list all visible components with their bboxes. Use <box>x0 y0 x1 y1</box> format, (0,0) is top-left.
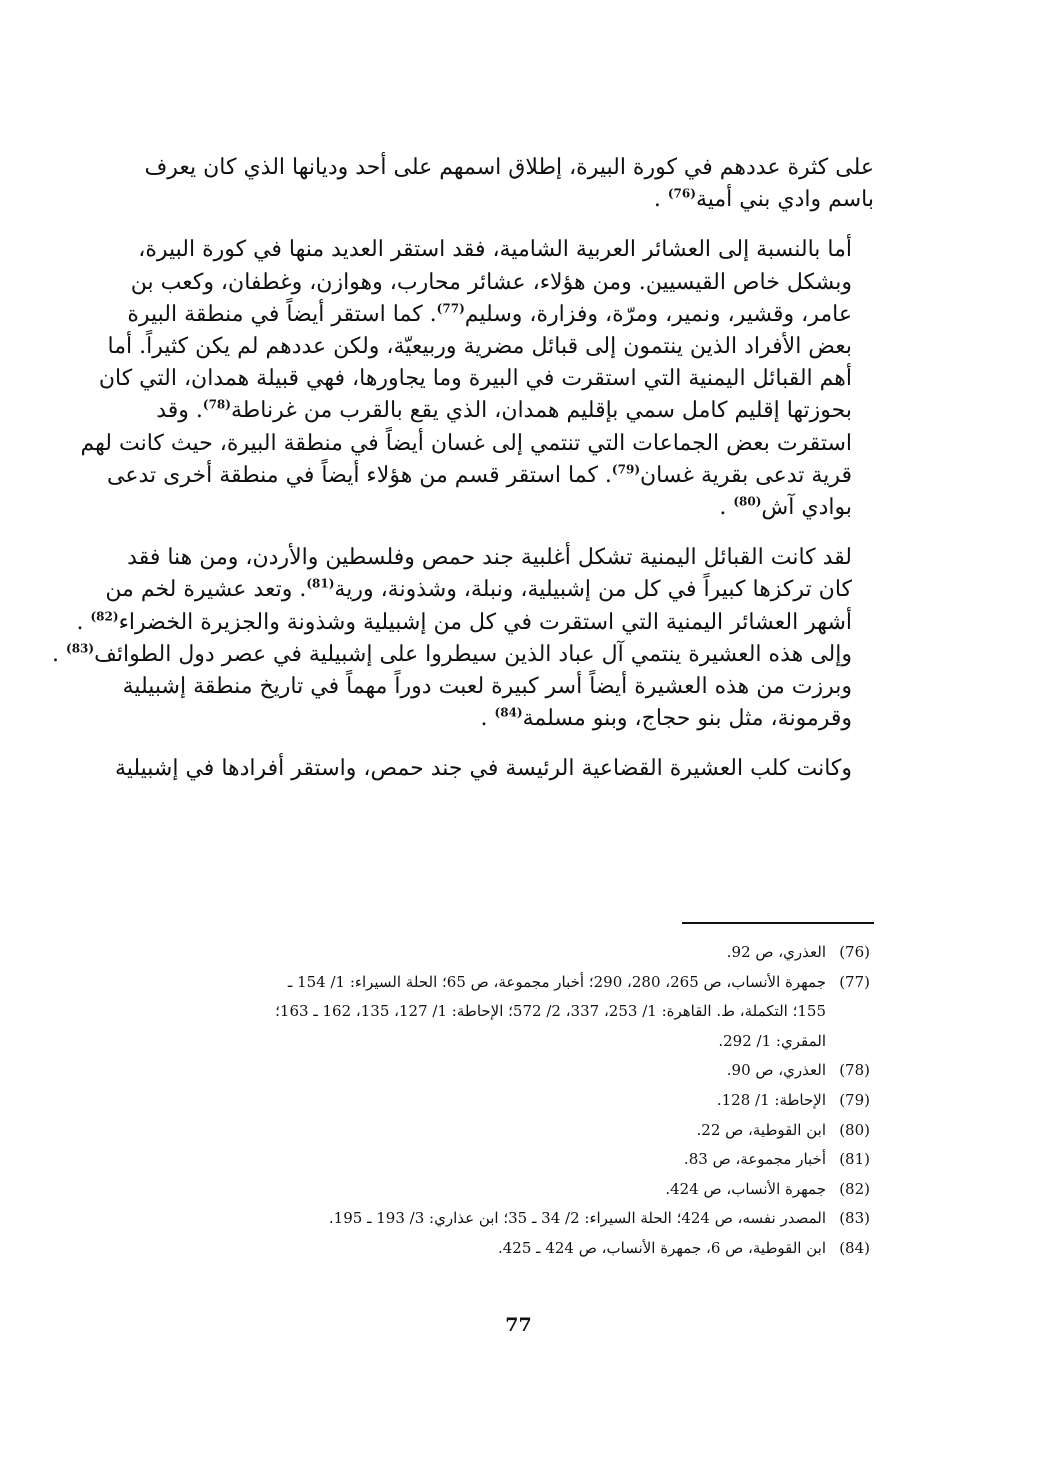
footnote-78 <box>160 1056 870 1086</box>
text-line <box>160 184 874 216</box>
text-segment: وإلى هذه العشيرة ينتمي آل عباد الذين سيطروا على إشبيلية في عصر دول الطوائف <box>94 641 852 667</box>
footnote-text: العذري، ص 90. <box>726 1061 826 1080</box>
text-segment: . وتعد عشيرة لخم من <box>105 577 307 603</box>
text-line: أما بالنسبة إلى العشائر العربية الشامية، فقد استقر العديد منها في كورة البيرة، <box>138 237 852 263</box>
text-line <box>160 492 874 524</box>
footnote-text: جمهرة الأنساب، ص 424. <box>665 1179 826 1198</box>
footnote-81 <box>160 1145 870 1175</box>
text-line <box>160 703 874 735</box>
footnote-divider <box>682 922 874 924</box>
page-number: 77 <box>505 1314 532 1336</box>
text-segment: . <box>480 706 488 732</box>
footnote-number: (82) <box>839 1179 870 1198</box>
text-line <box>76 607 874 639</box>
text-line <box>127 299 874 331</box>
text-segment: عامر، وقشير، ونمير، ومرّة، وفزارة، وسليم <box>464 301 852 327</box>
footnote-82 <box>160 1175 870 1205</box>
text-line: لقد كانت القبائل اليمنية تشكل أغلبية جند حمص وفلسطين والأردن، ومن هنا فقد <box>127 545 852 571</box>
text-segment: كان تركزها كبيراً في كل من إشبيلية، ونبلة، وشذونة، ورية <box>334 577 852 603</box>
text-segment: بحوزتها إقليم كامل سمي بإقليم همدان، الذي يقع بالقرب من غرناطة <box>230 398 852 424</box>
footnote-76 <box>160 938 870 968</box>
footnote-number: (80) <box>839 1120 870 1139</box>
footnote-number: (81) <box>839 1150 870 1169</box>
footnote-number: (77) <box>839 972 870 991</box>
footnote-ref[interactable]: (81) <box>306 577 335 592</box>
paragraph-4 <box>114 753 874 785</box>
main-text <box>52 152 874 804</box>
footnote-continuation: 155؛ التكملة، ط. القاهرة: 1/ 253، 337، 2/ 572؛ الإحاطة: 1/ 127، 135، 162 ـ 163؛ <box>275 1002 826 1021</box>
footnotes <box>160 938 870 1264</box>
text-line <box>156 395 874 427</box>
text-line <box>107 460 874 492</box>
footnote-continuation: المقري: 1/ 292. <box>718 1031 826 1050</box>
text-segment: . كما استقر قسم من هؤلاء أيضاً في منطقة أخرى تدعى <box>107 462 612 488</box>
text-line: بعض الأفراد الذين ينتمون إلى قبائل مضرية وربيعيّة، ولكن عددهم لم يكن كثيراً. أما <box>107 334 852 360</box>
footnote-text: العذري، ص 92. <box>726 943 826 961</box>
text-line: وبرزت من هذه العشيرة أيضاً أسر كبيرة لعبت دوراً مهماً في تاريخ منطقة إشبيلية <box>122 674 852 700</box>
footnote-text: الإحاطة: 1/ 128. <box>716 1090 826 1109</box>
footnote-ref[interactable]: (77) <box>436 301 465 316</box>
text-line: وكانت كلب العشيرة القضاعية الرئيسة في جند حمص، واستقر أفرادها في إشبيلية <box>114 756 852 782</box>
footnote-ref[interactable]: (79) <box>611 462 640 477</box>
footnote-80 <box>160 1116 870 1146</box>
footnote-79 <box>160 1086 870 1116</box>
text-segment: . وقد <box>156 398 203 424</box>
text-segment: بوادي آش <box>761 495 852 521</box>
footnote-ref[interactable]: (80) <box>733 494 762 509</box>
footnote-text: أخبار مجموعة، ص 83. <box>683 1150 826 1169</box>
text-segment: أشهر العشائر اليمنية التي استقرت في كل من إشبيلية وشذونة والجزيرة الخضراء <box>118 609 852 635</box>
text-line <box>52 639 874 671</box>
text-line: استقرت بعض الجماعات التي تنتمي إلى غسان أيضاً في منطقة البيرة، حيث كانت لهم <box>80 430 852 456</box>
text-line: وبشكل خاص القيسيين. ومن هؤلاء، عشائر محارب، وهوازن، وغطفان، وكعب بن <box>130 269 852 295</box>
paragraph-3 <box>52 542 874 735</box>
footnote-83 <box>160 1204 870 1234</box>
footnote-ref[interactable]: (76) <box>667 186 696 201</box>
footnote-number: (76) <box>839 943 870 961</box>
footnote-text: المصدر نفسه، ص 424؛ الحلة السيراء: 2/ 34 ـ 35؛ ابن عذاري: 3/ 193 ـ 195. <box>328 1209 826 1228</box>
text-line: أهم القبائل اليمنية التي استقرت في البيرة وما يجاورها، فهي قبيلة همدان، التي كان <box>98 366 852 392</box>
footnote-77 <box>160 968 870 998</box>
text-segment: قرية تدعى بقرية غسان <box>640 462 852 488</box>
footnote-ref[interactable]: (83) <box>66 641 95 656</box>
footnote-number: (84) <box>839 1238 870 1257</box>
footnote-number: (79) <box>839 1090 870 1109</box>
footnote-ref[interactable]: (84) <box>494 705 523 720</box>
footnote-text: ابن القوطية، ص 22. <box>696 1120 826 1139</box>
text-segment: وقرمونة، مثل بنو حجاج، وبنو مسلمة <box>522 706 852 732</box>
text-segment: . <box>719 495 727 521</box>
text-segment: . كما استقر أيضاً في منطقة البيرة <box>127 301 437 327</box>
text-segment: . <box>52 641 60 667</box>
text-segment: . <box>653 187 661 213</box>
footnote-ref[interactable]: (82) <box>90 609 119 624</box>
paragraph-2 <box>80 234 874 524</box>
text-line: على كثرة عددهم في كورة البيرة، إطلاق اسمهم على أحد وديانها الذي كان يعرف <box>144 155 874 180</box>
footnote-text: جمهرة الأنساب، ص 265، 280، 290؛ أخبار مجموعة، ص 65؛ الحلة السيراء: 1/ 154 ـ <box>287 972 826 991</box>
text-segment: . <box>76 609 84 635</box>
footnote-text: ابن القوطية، ص 6، جمهرة الأنساب، ص 424 ـ 425. <box>497 1238 826 1257</box>
footnote-ref[interactable]: (78) <box>202 398 231 413</box>
text-segment: باسم وادي بني أمية <box>695 187 874 213</box>
footnote-number: (78) <box>839 1061 870 1080</box>
footnote-84 <box>160 1234 870 1264</box>
footnote-number: (83) <box>839 1209 870 1228</box>
text-line <box>105 574 874 606</box>
paragraph-1 <box>144 152 874 216</box>
